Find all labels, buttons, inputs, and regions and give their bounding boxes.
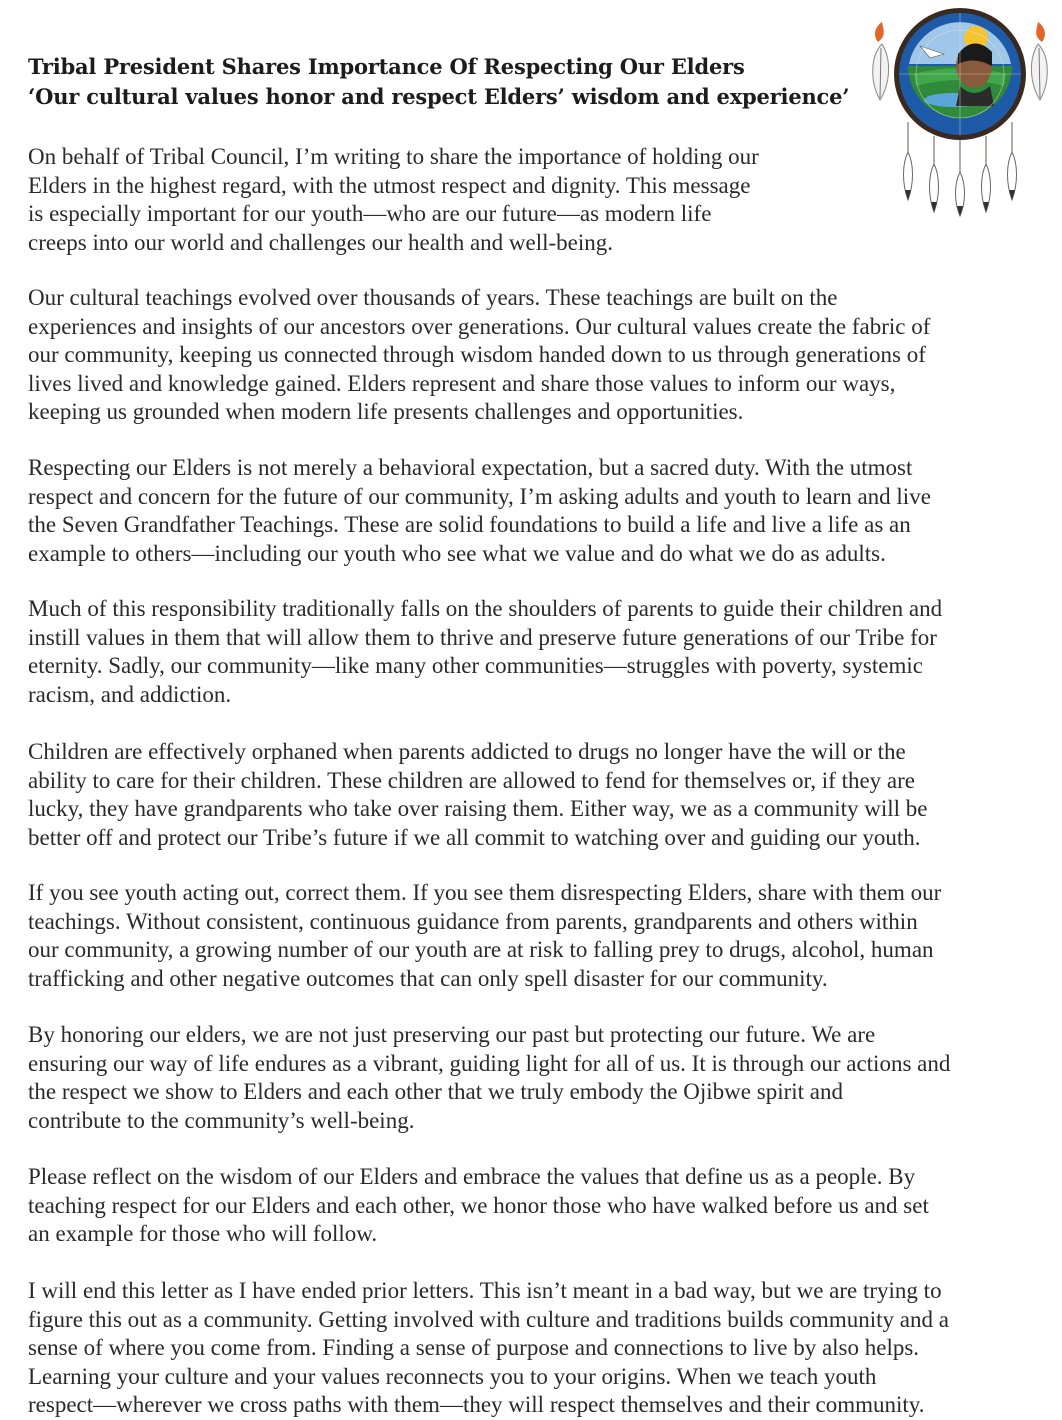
text-line: Please reflect on the wisdom of our Elders and embrace the values that define us as a people. By — [28, 1164, 916, 1189]
paragraph-4 — [28, 595, 942, 709]
text-line: contribute to the community’s well-being. — [28, 1107, 415, 1133]
text-line: the Seven Grandfather Teachings. These are solid foundations to build a life and live a life as an — [28, 512, 911, 538]
text-line: the respect we show to Elders and each other that we truly embody the Ojibwe spirit and — [28, 1079, 843, 1105]
dreamcatcher-seal-icon — [864, 4, 1056, 220]
text-line: respect—wherever we cross paths with them—they will respect themselves and their community. — [28, 1392, 925, 1418]
paragraph-7 — [28, 1021, 950, 1135]
text-line: example to others—including our youth who see what we value and do what we do as adults. — [28, 540, 886, 566]
text-line: On behalf of Tribal Council, I’m writing to share the importance of holding our — [28, 144, 759, 169]
text-line: our community, a growing number of our youth are at risk to falling prey to drugs, alcohol, human — [28, 937, 934, 963]
text-line: trafficking and other negative outcomes that can only spell disaster for our community. — [28, 965, 828, 991]
text-line: is especially important for our youth—who are our future—as modern life — [28, 201, 712, 227]
text-line: Our cultural teachings evolved over thousands of years. These teachings are built on the — [28, 285, 838, 310]
headline-subtitle: ‘Our cultural values honor and respect Elders’ wisdom and experience’ — [28, 84, 850, 109]
text-line: teachings. Without consistent, continuous guidance from parents, grandparents and others within — [28, 908, 918, 934]
text-line: If you see youth acting out, correct them. If you see them disrespecting Elders, share with them our — [28, 880, 942, 905]
text-line: experiences and insights of our ancestors over generations. Our cultural values create the fabric of — [28, 313, 931, 339]
text-line: keeping us grounded when modern life presents challenges and opportunities. — [28, 399, 744, 425]
text-line: an example for those who will follow. — [28, 1221, 378, 1247]
text-line: Elders in the highest regard, with the utmost respect and dignity. This message — [28, 172, 751, 198]
text-line: our community, keeping us connected through wisdom handed down to us through generations of — [28, 342, 926, 368]
text-line: ability to care for their children. These children are allowed to fend for themselves or, if they are — [28, 767, 915, 793]
paragraph-5 — [28, 738, 928, 852]
right-feather-icon — [1031, 22, 1047, 100]
text-line: I will end this letter as I have ended prior letters. This isn’t meant in a bad way, but we are trying to — [28, 1278, 942, 1303]
text-line: sense of where you come from. Finding a sense of purpose and connections to live by also helps. — [28, 1335, 920, 1361]
paragraph-2 — [28, 284, 930, 427]
text-line: teaching respect for our Elders and each other, we honor those who have walked before us and set — [28, 1192, 929, 1218]
text-line: racism, and addiction. — [28, 681, 232, 707]
text-line: creeps into our world and challenges our health and well-being. — [28, 229, 614, 255]
paragraph-6 — [28, 879, 941, 993]
text-line: Respecting our Elders is not merely a behavioral expectation, but a sacred duty. With the utmost — [28, 455, 913, 480]
text-line: By honoring our elders, we are not just preserving our past but protecting our future. We are — [28, 1022, 876, 1047]
article-headline — [28, 52, 858, 112]
text-line: Much of this responsibility traditionally falls on the shoulders of parents to guide their children and — [28, 596, 943, 621]
paragraph-3 — [28, 454, 931, 568]
headline-title: Tribal President Shares Importance Of Respecting Our Elders — [28, 54, 745, 79]
text-line: lives lived and knowledge gained. Elders represent and share those values to inform our ways, — [28, 370, 896, 396]
text-line: lucky, they have grandparents who take over raising them. Either way, we as a community will be — [28, 796, 928, 822]
paragraph-8 — [28, 1163, 929, 1249]
text-line: instill values in them that will allow them to thrive and preserve future generations of our Tribe for — [28, 624, 937, 650]
text-line: better off and protect our Tribe’s future if we all commit to watching over and guiding our youth. — [28, 824, 921, 850]
left-feather-icon — [873, 22, 889, 100]
text-line: ensuring our way of life endures as a vibrant, guiding light for all of us. It is through our actions and — [28, 1050, 951, 1076]
text-line: Children are effectively orphaned when parents addicted to drugs no longer have the will or the — [28, 739, 906, 764]
text-line: eternity. Sadly, our community—like many other communities—struggles with poverty, systemic — [28, 653, 923, 679]
text-line: Learning your culture and your values reconnects you to your origins. When we teach youth — [28, 1363, 877, 1389]
text-line: respect and concern for the future of our community, I’m asking adults and youth to learn and live — [28, 483, 931, 509]
text-line: figure this out as a community. Getting involved with culture and traditions builds community and a — [28, 1306, 949, 1332]
paragraph-9 — [28, 1277, 949, 1420]
paragraph-1 — [28, 143, 759, 257]
